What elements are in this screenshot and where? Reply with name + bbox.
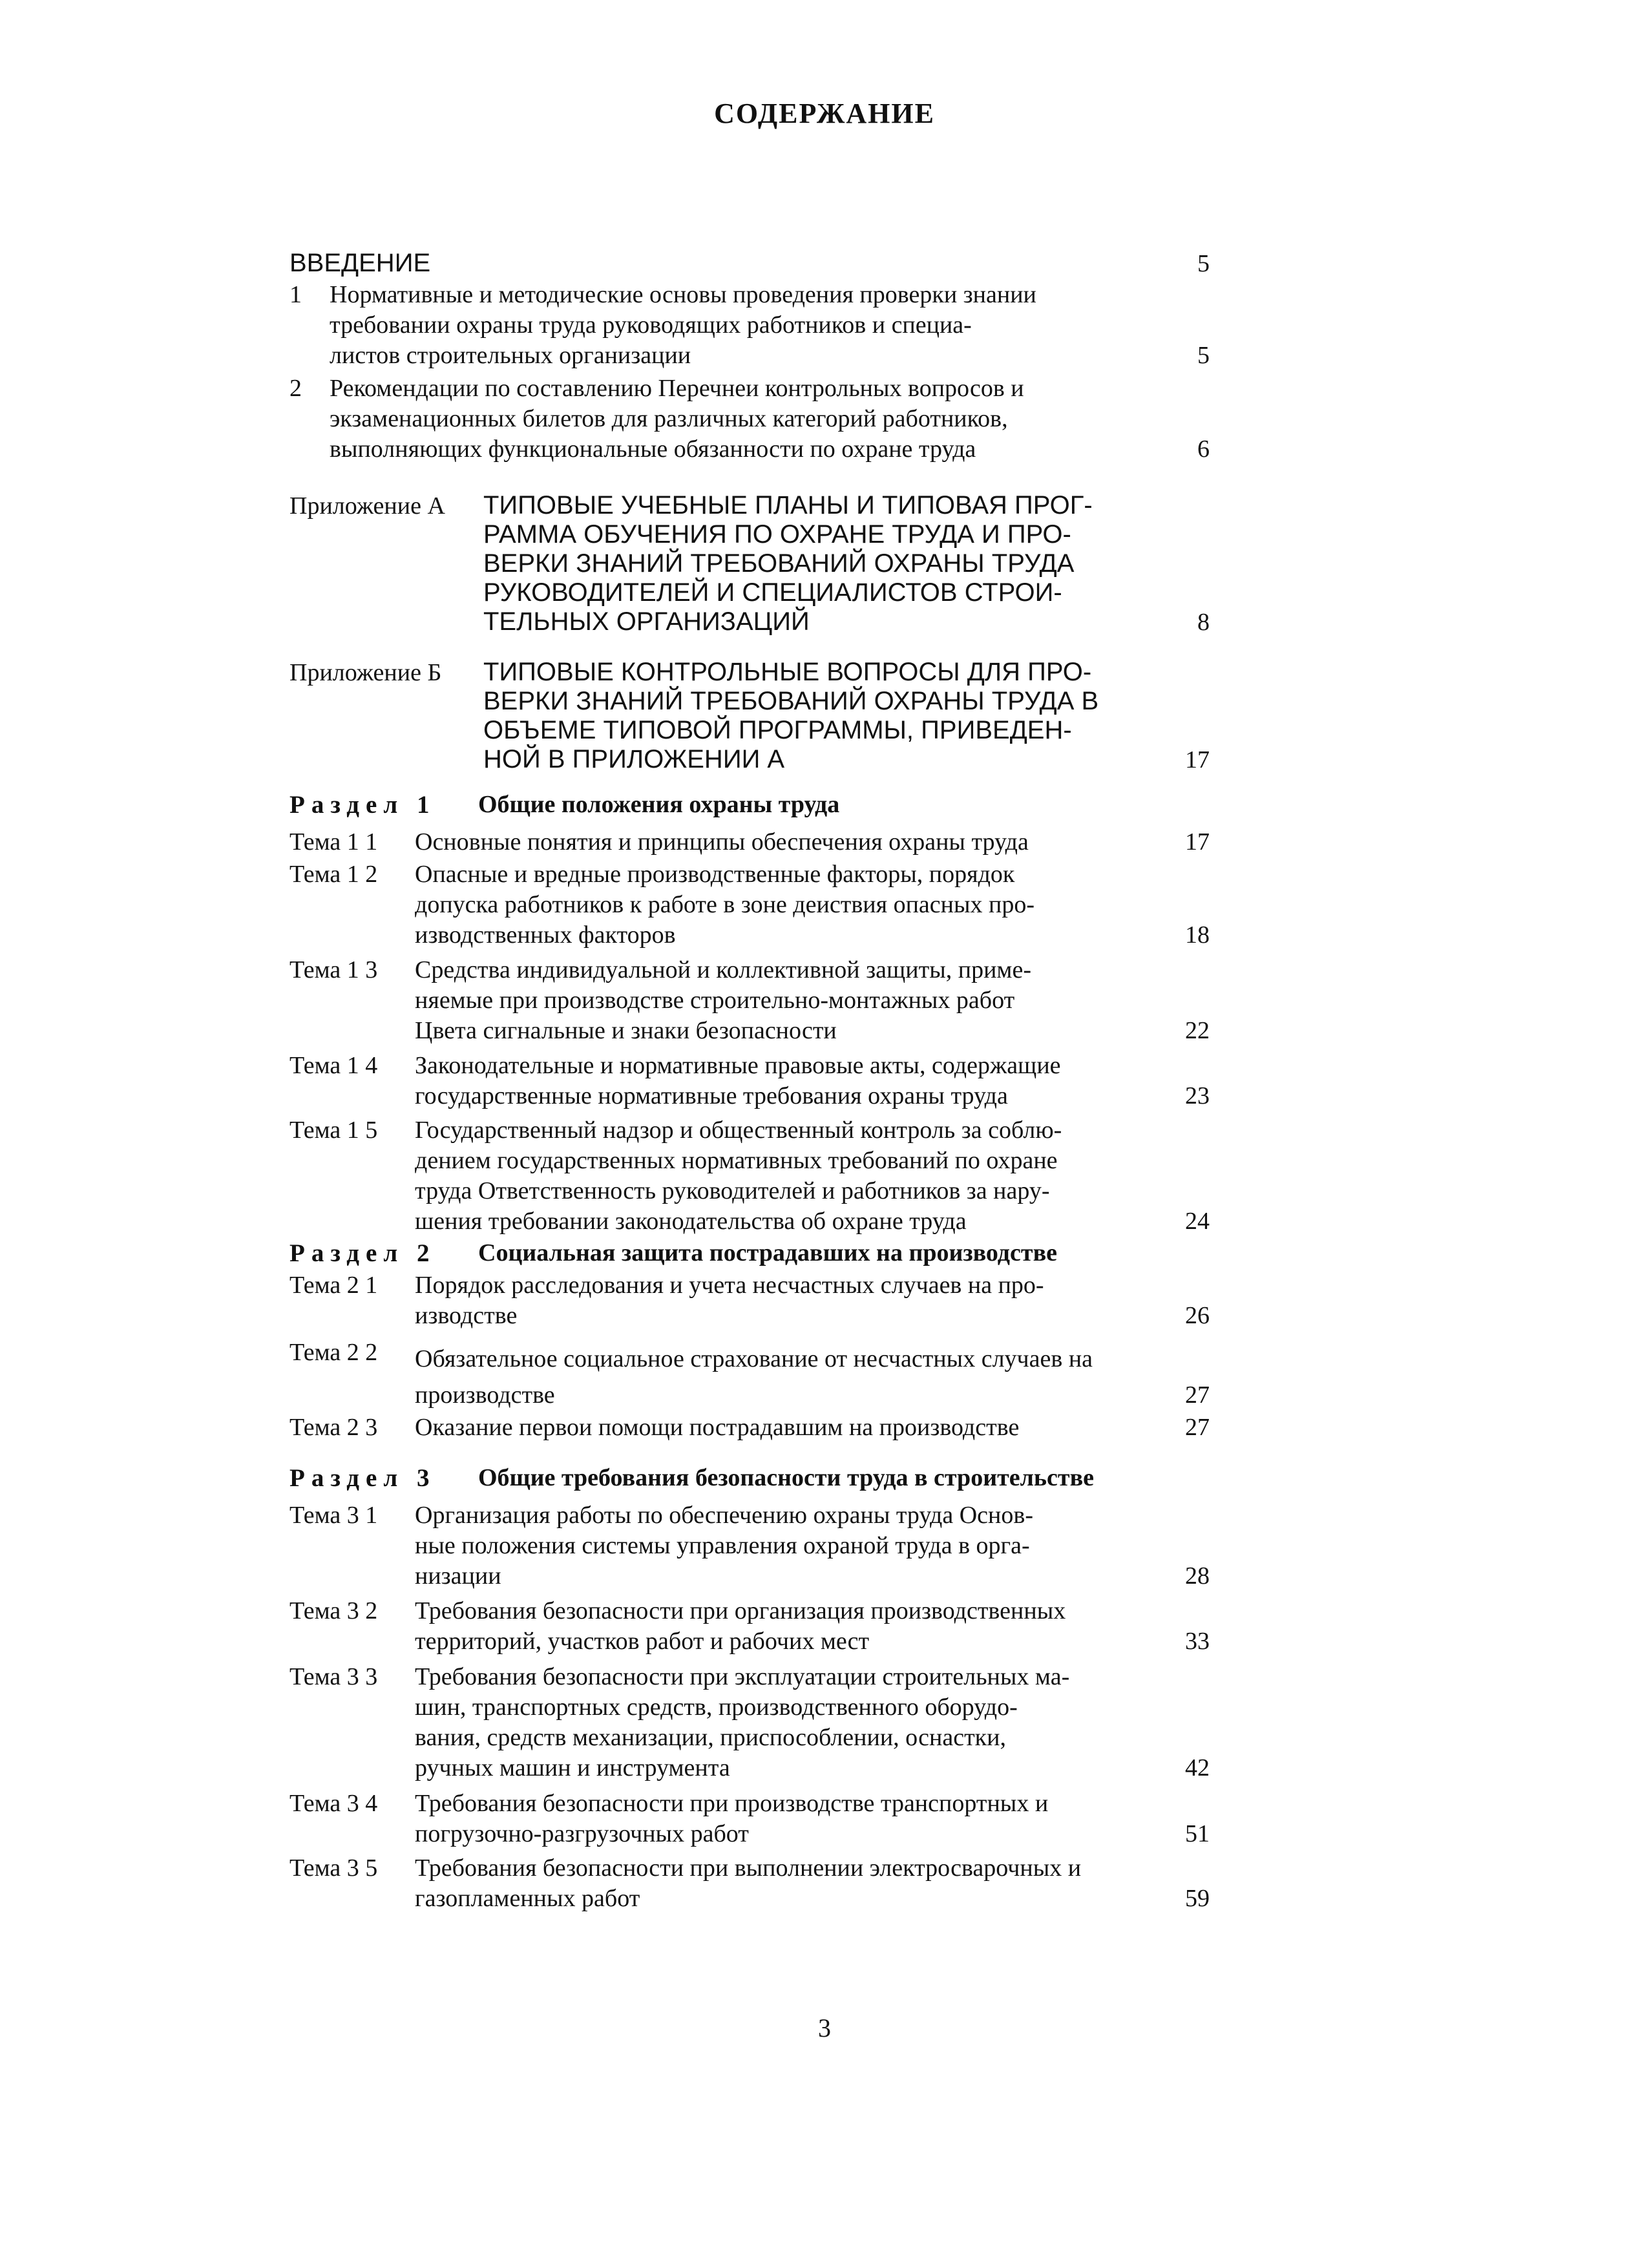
toc-page-number: 6	[1197, 436, 1210, 463]
toc-entry-number: 2	[289, 375, 302, 402]
topic-text: Требования безопасности при эксплуатации строительных ма- шин, транспортных средств, производственного оборудо- вания, средств механизации, приспособлении, оснастки, ручных машин и инструмента	[415, 1663, 1070, 1781]
topic-label: Тема 1 2	[289, 861, 378, 888]
toc-page-number: 18	[1185, 921, 1210, 949]
page-title: СОДЕРЖАНИЕ	[714, 98, 935, 129]
section-label: Раздел 3	[289, 1464, 436, 1492]
toc-page-number: 17	[1185, 746, 1210, 773]
toc-page-number: 8	[1197, 609, 1210, 636]
toc-page-number: 24	[1185, 1208, 1210, 1235]
toc-page-number: 42	[1185, 1754, 1210, 1781]
topic-label: Тема 3 2	[289, 1597, 378, 1624]
topic-text: Оказание первои помощи пострадавшим на производстве	[415, 1414, 1020, 1441]
toc-page-number: 27	[1185, 1381, 1210, 1409]
toc-page-number: 5	[1197, 342, 1210, 369]
topic-text: Средства индивидуальной и коллективной защиты, приме- няемые при производстве строительно-монтажных работ Цвета сигнальные и знаки безопасности	[415, 956, 1031, 1044]
topic-text: Обязательное социальное страхование от несчастных случаев на производстве	[415, 1345, 1093, 1409]
topic-label: Тема 1 1	[289, 828, 378, 856]
toc-page-number: 28	[1185, 1562, 1210, 1590]
topic-text: Организация работы по обеспечению охраны труда Основ- ные положения системы управления охраной труда в орга- низации	[415, 1502, 1033, 1590]
topic-text: Требования безопасности при производстве транспортных и погрузочно-разгрузочных работ	[415, 1790, 1049, 1847]
topic-label: Тема 2 3	[289, 1414, 378, 1441]
topic-label: Тема 1 5	[289, 1117, 378, 1144]
page-number: 3	[818, 2013, 831, 2042]
appendix-label: Приложение Б	[289, 659, 442, 686]
toc-entry-text: Рекомендации по составлению Перечнеи контрольных вопросов и экзаменационных билетов для различных категорий работников, выполняющих функциональные обязанности по охране труда	[330, 375, 1024, 463]
topic-text: Государственный надзор и общественный контроль за соблю- дением государственных нормативных требований по охране труда Ответственность руководителей и работников за нару- шения требовании законодательства об охране труда	[415, 1117, 1062, 1235]
topic-label: Тема 2 1	[289, 1272, 378, 1299]
toc-page-number: 26	[1185, 1302, 1210, 1329]
topic-label: Тема 3 4	[289, 1790, 378, 1817]
toc-page-number: 22	[1185, 1017, 1210, 1044]
topic-label: Тема 1 4	[289, 1052, 378, 1079]
toc-page-number: 51	[1185, 1820, 1210, 1847]
topic-label: Тема 3 3	[289, 1663, 378, 1690]
section-label: Раздел 2	[289, 1239, 436, 1267]
toc-page-number: 27	[1185, 1414, 1210, 1441]
topic-text: Требования безопасности при организация производственных территорий, участков работ и рабочих мест	[415, 1597, 1066, 1655]
topic-label: Тема 3 1	[289, 1502, 378, 1529]
topic-text: Порядок расследования и учета несчастных случаев на про- изводстве	[415, 1272, 1044, 1329]
section-title: Социальная защита пострадавших на производстве	[478, 1239, 1057, 1266]
toc-page-number: 17	[1185, 828, 1210, 856]
topic-text: Основные понятия и принципы обеспечения охраны труда	[415, 828, 1029, 856]
section-title: Общие требования безопасности труда в строительстве	[478, 1464, 1094, 1491]
toc-entry-text: Нормативные и методические основы проведения проверки знании требовании охраны труда руководящих работников и специа- листов строительных организации	[330, 281, 1036, 369]
topic-label: Тема 2 2	[289, 1339, 378, 1366]
toc-entry-number: 1	[289, 281, 302, 308]
topic-label: Тема 3 5	[289, 1854, 378, 1882]
topic-label: Тема 1 3	[289, 956, 378, 983]
toc-page-number: 33	[1185, 1628, 1210, 1655]
topic-text: Законодательные и нормативные правовые акты, содержащие государственные нормативные требования охраны труда	[415, 1052, 1061, 1109]
section-label: Раздел 1	[289, 791, 436, 819]
appendix-title: ТИПОВЫЕ УЧЕБНЫЕ ПЛАНЫ И ТИПОВАЯ ПРОГ- РАММА ОБУЧЕНИЯ ПО ОХРАНЕ ТРУДА И ПРО- ВЕРКИ ЗНАНИЙ ТРЕБОВАНИЙ ОХРАНЫ ТРУДА РУКОВОДИТЕЛЕЙ И СПЕЦИАЛИСТОВ СТРОИ- ТЕЛЬНЫХ ОРГАНИЗАЦИЙ	[483, 491, 1093, 636]
topic-text: Опасные и вредные производственные факторы, порядок допуска работников к работе в зоне деиствия опасных про- изводственных факторов	[415, 861, 1035, 949]
toc-entry-text: ВВЕДЕНИЕ	[289, 249, 431, 277]
toc-page-number: 5	[1197, 250, 1210, 277]
appendix-title: ТИПОВЫЕ КОНТРОЛЬНЫЕ ВОПРОСЫ ДЛЯ ПРО- ВЕРКИ ЗНАНИЙ ТРЕБОВАНИЙ ОХРАНЫ ТРУДА В ОБЪЕМЕ ТИПОВОЙ ПРОГРАММЫ, ПРИВЕДЕН- НОЙ В ПРИЛОЖЕНИИ А	[483, 658, 1099, 773]
topic-text: Требования безопасности при выполнении электросварочных и газопламенных работ	[415, 1854, 1082, 1912]
appendix-label: Приложение А	[289, 492, 445, 520]
toc-page-number: 59	[1185, 1885, 1210, 1912]
section-title: Общие положения охраны труда	[478, 791, 840, 818]
toc-page-number: 23	[1185, 1082, 1210, 1109]
